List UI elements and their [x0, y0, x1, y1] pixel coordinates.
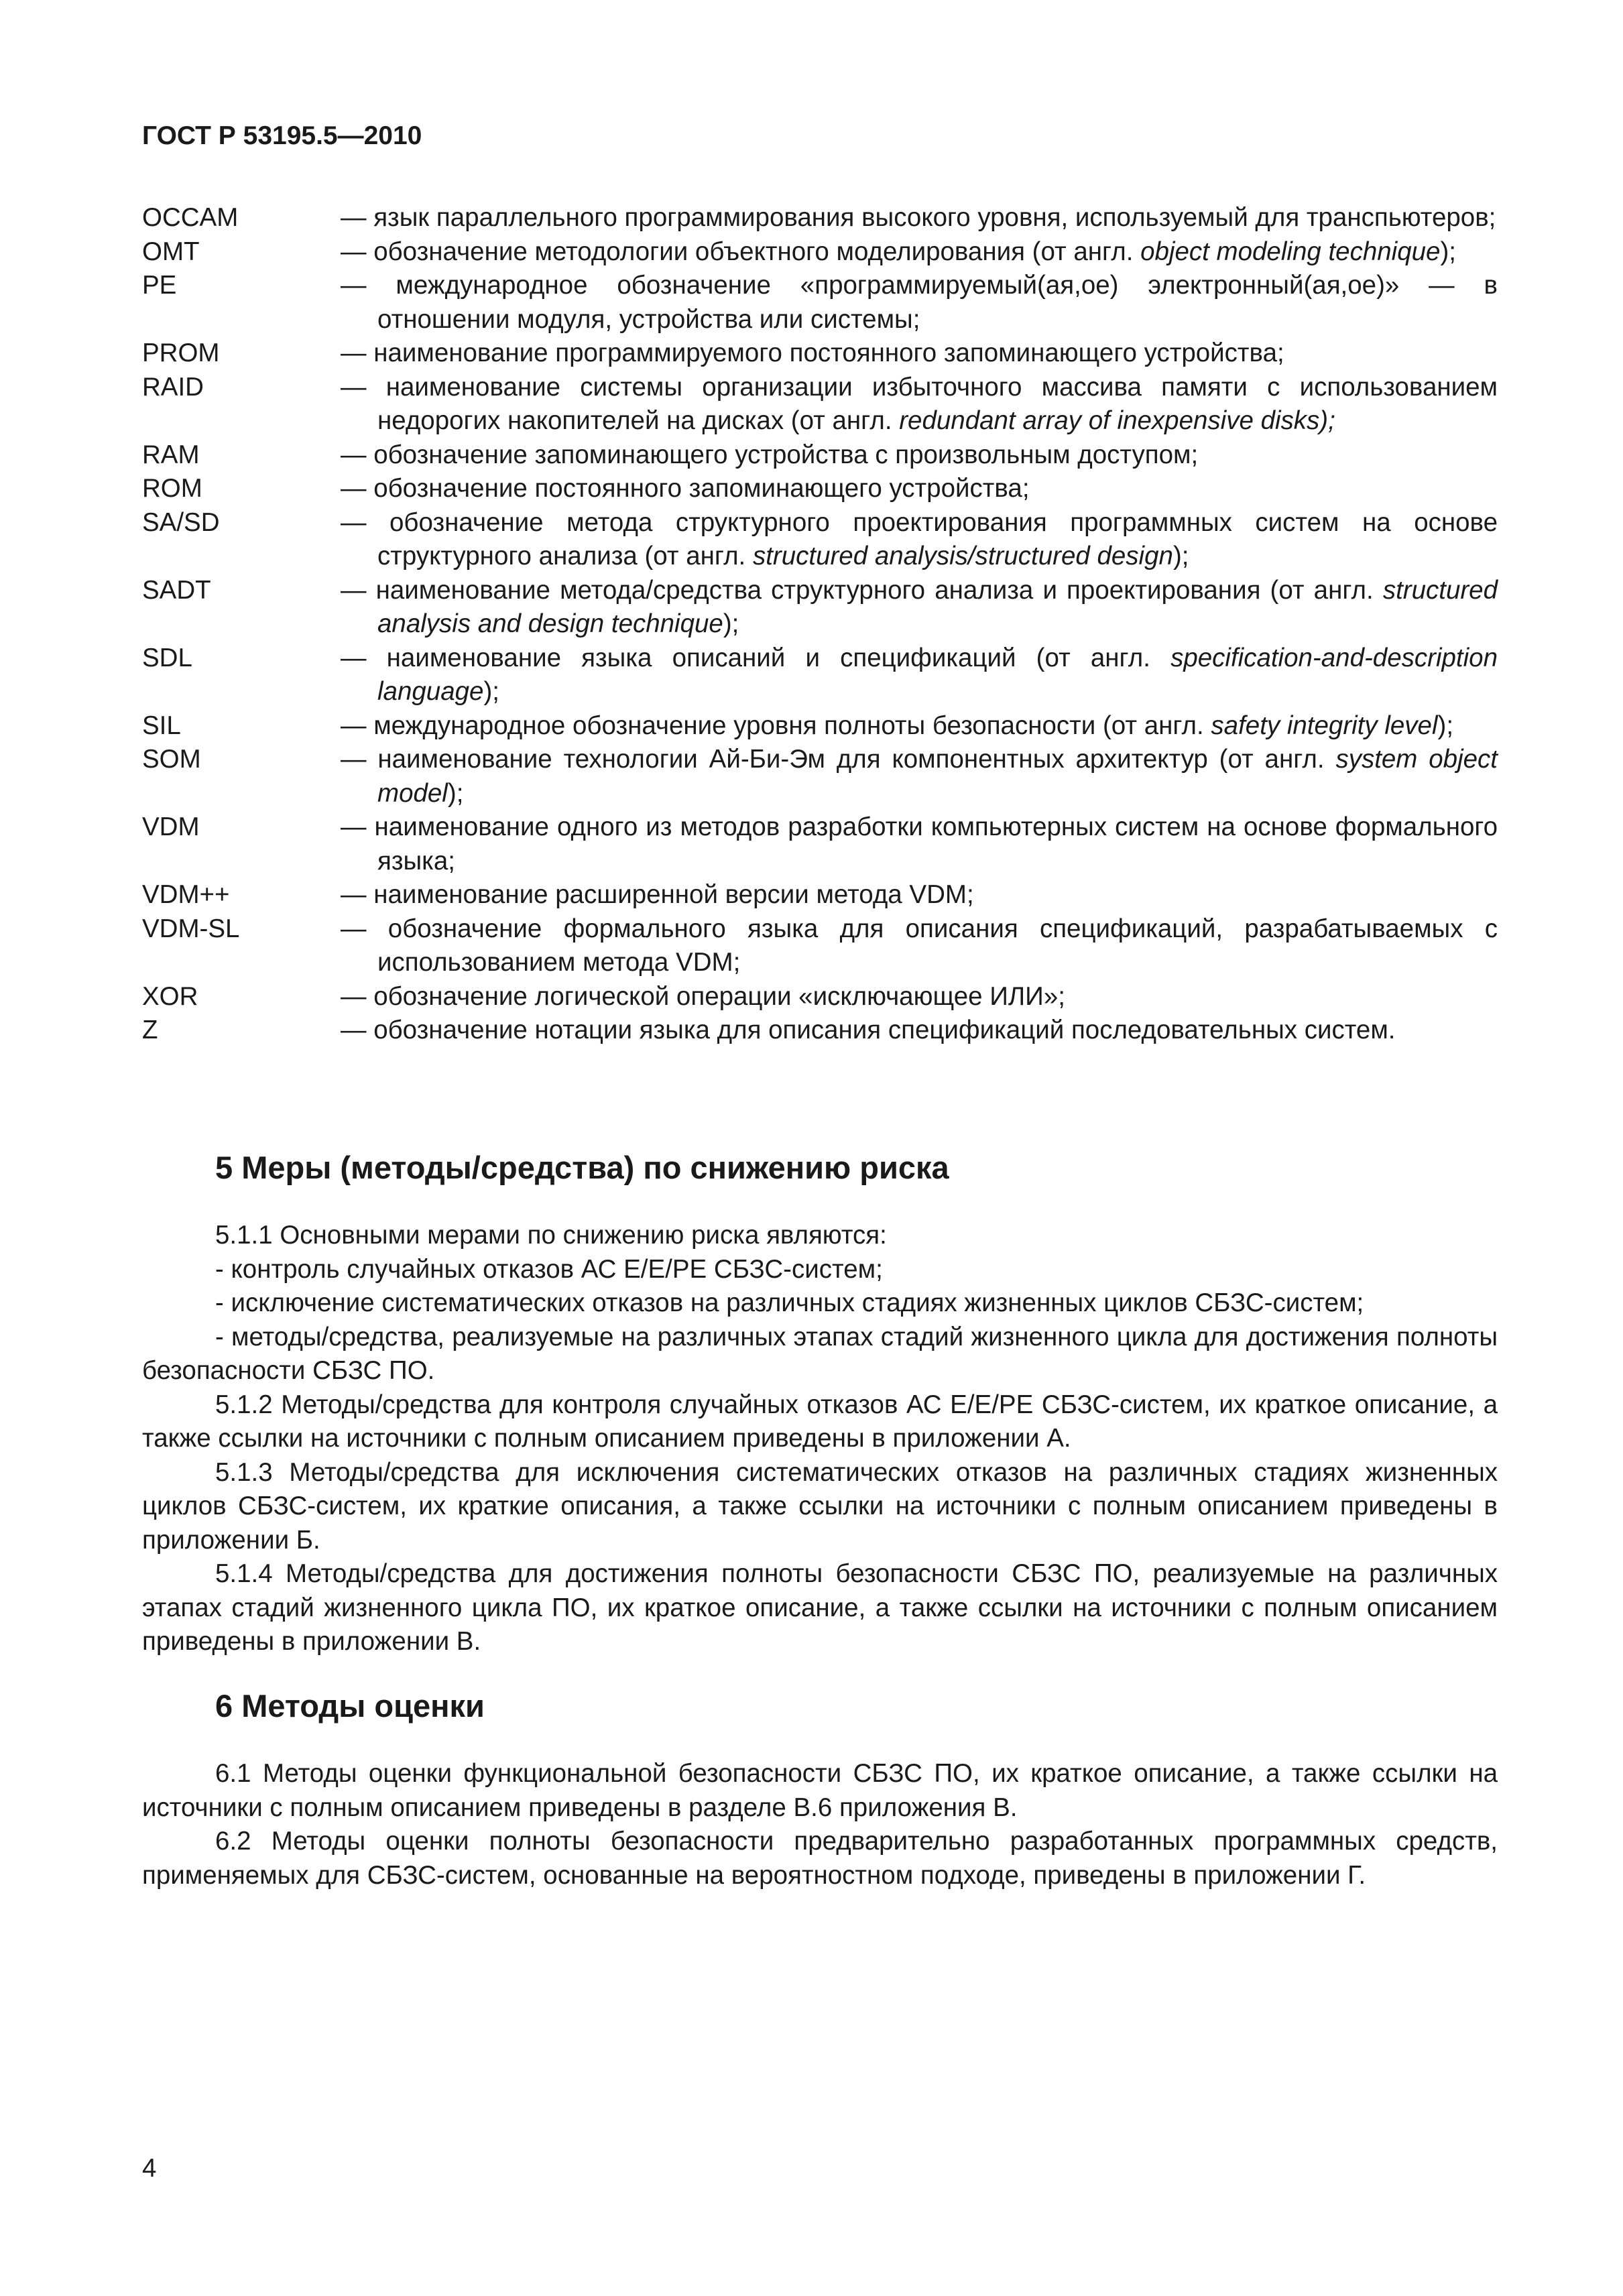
definition-italic-segment: structured analysis and design technique — [377, 575, 1498, 638]
abbreviation-term: Z — [142, 1016, 158, 1044]
abbreviation-term: SOM — [142, 745, 201, 774]
abbreviation-row — [142, 980, 1498, 1014]
definition-segment: — наименование метода/средства структурного анализа и проектирования (от англ. — [341, 575, 1383, 605]
abbreviation-term: SADT — [142, 575, 211, 605]
abbreviation-definition — [341, 810, 1498, 878]
abbreviation-row — [142, 201, 1498, 235]
abbreviation-definition — [341, 709, 1498, 743]
abbreviation-definition — [341, 1014, 1498, 1048]
abbreviation-term: VDM — [142, 812, 200, 841]
abbreviation-row — [142, 912, 1498, 980]
abbreviation-term: SIL — [142, 711, 181, 740]
definition-segment: — наименование расширенной версии метода VDM; — [341, 880, 974, 909]
abbreviation-definition — [341, 438, 1498, 473]
definition-segment: ); — [723, 609, 739, 638]
abbreviation-row — [142, 878, 1498, 912]
abbreviation-row — [142, 709, 1498, 743]
abbreviation-definition — [341, 201, 1498, 235]
definition-segment: — обозначение методологии объектного моделирования (от англ. — [341, 237, 1141, 266]
definition-segment: ); — [1437, 711, 1454, 740]
definition-segment: — обозначение нотации языка для описания спецификаций последовательных систем. — [341, 1016, 1396, 1044]
abbreviation-definition — [341, 269, 1498, 337]
abbreviation-row — [142, 472, 1498, 506]
abbreviation-term: SA/SD — [142, 507, 220, 537]
definition-segment: — обозначение формального языка для описания спецификаций, разрабатываемых с использованием метода VDM; — [341, 914, 1498, 977]
definition-italic-segment: redundant array of inexpensive disks); — [899, 406, 1335, 435]
abbreviation-row — [142, 371, 1498, 438]
abbreviation-definition — [341, 337, 1498, 371]
abbreviation-definition — [341, 980, 1498, 1014]
abbreviation-row — [142, 337, 1498, 371]
section-6-heading: 6 Методы оценки — [215, 1688, 485, 1724]
definition-segment: — обозначение логической операции «исключающее ИЛИ»; — [341, 981, 1065, 1011]
definition-italic-segment: safety integrity level — [1211, 711, 1438, 740]
abbreviation-row — [142, 1014, 1498, 1048]
definition-segment: — обозначение постоянного запоминающего устройства; — [341, 474, 1030, 503]
paragraph: - методы/средства, реализуемые на различных этапах стадий жизненного цикла для достижения полноты безопасности СБЗС ПО. — [142, 1322, 1498, 1385]
abbreviation-list — [142, 201, 1498, 1048]
abbreviation-definition — [341, 878, 1498, 912]
abbreviation-term: XOR — [142, 981, 198, 1011]
definition-segment: — наименование технологии Ай-Би-Эм для компонентных архитектур (от англ. — [341, 745, 1336, 774]
paragraph: 6.2 Методы оценки полноты безопасности предварительно разработанных программных средств, применяемых для СБЗС-систем, основанные на вероятностном подходе, приведены в приложении Г. — [142, 1827, 1498, 1890]
definition-segment: — международное обозначение уровня полноты безопасности (от англ. — [341, 711, 1211, 740]
definition-segment: ); — [447, 778, 464, 808]
abbreviation-row — [142, 506, 1498, 574]
paragraph: 5.1.3 Методы/средства для исключения систематических отказов на различных стадиях жизненных циклов СБЗС-систем, их краткие описания, а также ссылки на источники с полным описанием приведены в приложении Б. — [142, 1457, 1498, 1555]
abbreviation-definition — [341, 912, 1498, 980]
definition-segment: — наименование программируемого постоянного запоминающего устройства; — [341, 339, 1284, 367]
abbreviation-definition — [341, 506, 1498, 574]
abbreviation-definition — [341, 642, 1498, 709]
paragraph: - контроль случайных отказов АС Е/Е/РЕ СБЗС-систем; — [215, 1254, 883, 1284]
abbreviation-row — [142, 269, 1498, 337]
paragraph: - исключение систематических отказов на различных стадиях жизненных циклов СБЗС-систем; — [215, 1288, 1364, 1317]
definition-segment: — наименование языка описаний и спецификаций (от англ. — [341, 643, 1171, 672]
abbreviation-row — [142, 642, 1498, 709]
page-number: 4 — [142, 2154, 157, 2183]
definition-segment: — наименование одного из методов разработки компьютерных систем на основе формального языка; — [341, 812, 1498, 875]
definition-segment: — обозначение метода структурного проектирования программных систем на основе структурного анализа (от англ. — [341, 507, 1498, 570]
abbreviation-term: PROM — [142, 339, 220, 367]
abbreviation-term: PE — [142, 271, 177, 300]
definition-segment: ); — [1440, 237, 1456, 266]
abbreviation-row — [142, 438, 1498, 473]
definition-segment: ); — [483, 677, 499, 706]
abbreviation-term: OMT — [142, 237, 200, 266]
definition-segment: — обозначение запоминающего устройства с произвольным доступом; — [341, 440, 1199, 469]
abbreviation-definition — [341, 574, 1498, 642]
abbreviation-definition — [341, 743, 1498, 810]
definition-italic-segment: structured analysis/structured design — [752, 542, 1173, 570]
section-5-body — [142, 1219, 1498, 1659]
abbreviation-term: ROM — [142, 474, 202, 503]
definition-italic-segment: system object model — [377, 745, 1498, 808]
definition-segment: — наименование системы организации избыточного массива памяти с использованием недорогих накопителей на дисках (от англ. — [341, 372, 1498, 435]
abbreviation-row — [142, 810, 1498, 878]
abbreviation-term: OCCAM — [142, 203, 239, 232]
document-header: ГОСТ Р 53195.5—2010 — [142, 121, 422, 150]
paragraph: 5.1.1 Основными мерами по снижению риска являются: — [215, 1221, 887, 1250]
section-6-body — [142, 1757, 1498, 1892]
definition-segment: ); — [1173, 542, 1189, 570]
abbreviation-definition — [341, 235, 1498, 269]
abbreviation-term: VDM++ — [142, 880, 230, 909]
abbreviation-row — [142, 235, 1498, 269]
paragraph: 5.1.4 Методы/средства для достижения полноты безопасности СБЗС ПО, реализуемые на различных этапах стадий жизненного цикла ПО, их краткое описание, а также ссылки на источники с полным описанием приведены в приложении В. — [142, 1559, 1498, 1656]
abbreviation-row — [142, 743, 1498, 810]
paragraph: 5.1.2 Методы/средства для контроля случайных отказов АС Е/Е/РЕ СБЗС-систем, их краткое описание, а также ссылки на источники с полным описанием приведены в приложении А. — [142, 1390, 1498, 1453]
definition-segment: — язык параллельного программирования высокого уровня, используемый для транспьютеров; — [341, 203, 1496, 232]
definition-italic-segment: specification-and-description language — [377, 643, 1498, 706]
paragraph: 6.1 Методы оценки функциональной безопасности СБЗС ПО, их краткое описание, а также ссылки на источники с полным описанием приведены в разделе В.6 приложения В. — [142, 1759, 1498, 1822]
abbreviation-row — [142, 574, 1498, 642]
abbreviation-term: VDM-SL — [142, 914, 240, 943]
section-5-heading: 5 Меры (методы/средства) по снижению риска — [215, 1150, 949, 1185]
abbreviation-term: RAM — [142, 440, 200, 469]
abbreviation-definition — [341, 472, 1498, 506]
abbreviation-term: SDL — [142, 643, 192, 672]
definition-segment: — международное обозначение «программируемый(ая,ое) электронный(ая,ое)» — в отношении модуля, устройства или системы; — [341, 271, 1498, 334]
abbreviation-definition — [341, 371, 1498, 438]
abbreviation-term: RAID — [142, 372, 204, 402]
definition-italic-segment: object modeling technique — [1140, 237, 1441, 266]
